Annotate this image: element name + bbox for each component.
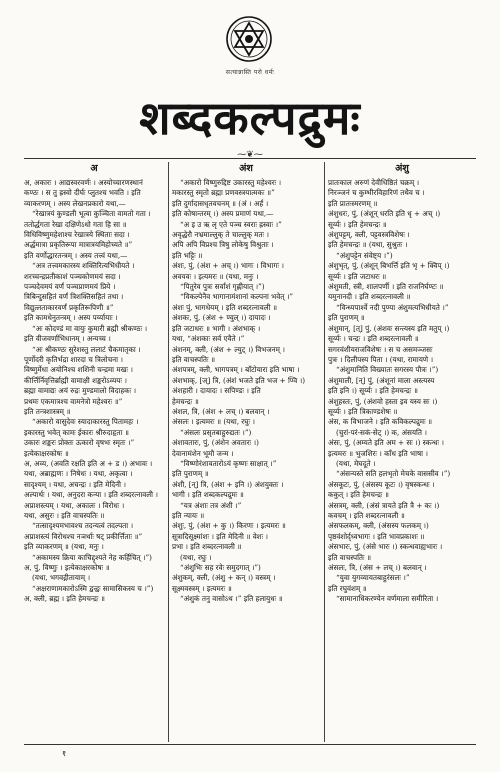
entry-line: अ, अकारः । आद्यस्वरवर्णः । अस्योच्चारणस्थानं <box>24 178 143 187</box>
entry-line: “अंशुकं तनु वासोऽथ ।” इति हलायुधः ॥ <box>180 594 283 604</box>
entry-line: अंशुभृत्, पुं, (अंशून् बिभर्त्ति इति भृ + क्विप् ।) <box>328 261 450 271</box>
entry-line: इति भट्टिः ॥ <box>172 250 203 260</box>
entry-line: अंसः, पुं, (अम्यते इति अम + सः ।) स्कन्धः । <box>328 438 444 448</box>
entry-line: “अकारो विष्णुरुद्दिष्ट उकारस्तु महेश्वरः । <box>180 178 282 187</box>
entry-line: अंसत्रम्, क्ली, (अंसं त्रायते इति त्रै + कः ।) <box>328 500 440 510</box>
entry-line: पूर्णोदरी कृतिर्भद्रा शारदा च त्रिलोचना । <box>24 354 124 364</box>
entry-line: ततोर्द्धगता रेखा दक्षिणेऽधो गता हि सा ॥ <box>24 219 127 229</box>
entry-line: (यथा, रघुः । <box>180 552 212 562</box>
entry-line: सूर्य्यः । इति हेमचन्द्रः ॥ <box>328 219 387 229</box>
entry-line: इति वर्णोद्धारतन्त्रम् । अस्य तत्त्वं यथा,— <box>24 250 128 260</box>
entry-line: अप्राशस्त्यं विरोधश्च नञर्थाः षट् प्रकीर्त्तिताः ॥” <box>24 531 143 541</box>
entry-line: अंसफलकम्, क्ली, (अंसस्य फलकम् ।) <box>328 521 429 531</box>
entry-line: कवचम् । इति शब्दरत्नावली ॥ <box>328 511 405 520</box>
entry-line: “रेखात्रयं कुण्डली भूत्वा कुञ्चिता वामतो गता । <box>32 209 151 219</box>
entry-line: इति प्रातःस्मरणम् ॥ <box>328 198 378 208</box>
entry-line: अंसलः, त्रि, (अंस + लच् ।) बलवान् । <box>328 563 427 573</box>
entry-line: शरच्चन्द्रप्रतीकाशं पञ्चकोणमयं सदा । <box>24 271 121 281</box>
entry-line: अंशावतारः, पुं, (अंशेन अवतारः ।) <box>172 438 259 448</box>
entry-line: अ, पुं, विष्णुः । इत्येकाक्षरकोषः ॥ <box>24 563 110 573</box>
hexagram-seal-icon <box>218 6 280 68</box>
page-title: शब्दकल्पद्रुमः <box>139 91 361 145</box>
bottom-rule <box>24 744 476 745</box>
entry-line: इति कामधेनुतन्त्रम् । अस्य पर्य्यायाः । <box>24 313 118 323</box>
entry-line: प्रथमः एकमात्रश्च वामनेत्रो महेश्वरः ॥” <box>24 396 123 406</box>
entry-line: अंशल, त्रि, (अंश + लच् ।) बलवान् । <box>172 406 270 416</box>
entry-line: अंशकः, पुं, (अंश + ण्वुल् ।) दायादः । <box>172 313 271 323</box>
entry-line: अंशुकम्, क्ली, (अंशु + कन् ।) वस्त्रम् । <box>172 573 276 583</box>
entry-line: सगरवंशीयराजविशेषः । स च असमञ्जसः <box>328 344 433 354</box>
entry-line: सूक्ष्मवस्त्रम् । इत्यमरः ॥ <box>172 583 232 593</box>
entry-line: अंशुहस्तः, पुं, (अंशवो हस्ता इव यस्य सः ।) <box>328 396 438 406</box>
entry-line: प्रभा । इति शब्दरत्नावली ॥ <box>172 542 242 552</box>
entry-line: यथा, “अंशकाः सर्व एवैते ।” <box>172 334 245 344</box>
entry-line: इति न्यायः ॥ <box>172 511 205 520</box>
entry-line: भागी । इति शब्दकल्पद्रुमः ॥ <box>172 490 244 500</box>
entry-line: अंशभाक्, [ज्] त्रि, (अंशं भजते इति भज + ण्वि ।) <box>172 375 306 385</box>
entry-line: “अ इ उ ऋ लृ एते पञ्च स्वराः ह्रस्वाः ।” <box>180 219 282 229</box>
entry-line: यथा, अब्राह्मणः । निषेधः । यथा, अकृत्वा । <box>24 469 133 479</box>
entry-line: इति वीजवर्णाभिधानम् । अन्यच्च । <box>24 334 111 344</box>
entry-line: प्रातःकाल अरुणं देवीधिष्ठितं चक्रम् । <box>328 178 420 187</box>
entry-line: सूर्य्यः । इति त्रिकाण्डशेषः ॥ <box>328 406 398 416</box>
entry-line: इति वाचस्पतिः ॥ <box>172 354 216 364</box>
entry-line: अंशुधरः, पुं, (अंशून् धरति इति धृ + अच् ।) <box>328 209 441 219</box>
entry-line: सूत्रादिसूक्ष्मांशः । इति मेदिनी ॥ वेशः । <box>172 531 269 541</box>
entry-line: इति पुराणम् ॥ <box>328 313 365 323</box>
entry-line: इति रघुवंशम् ॥ <box>328 583 367 593</box>
entry-line: इति पुराणम् ॥ <box>172 469 209 479</box>
entry-line: सूर्य्यः । इति जटाधरः ॥ <box>328 271 387 281</box>
entry-line: इति कोषान्तरम् ।) अस्य प्रमाणं यथा,— <box>172 209 274 219</box>
entry-line: अंशः पुं, भागधेयम् । इति शब्दरत्नावली ॥ <box>172 302 278 312</box>
entry-line: हेमचन्द्रः ॥ <box>172 396 199 406</box>
entry-line: अ, अव्य, (अवति रक्षति इति अ + ड ।) अभावः । <box>24 458 153 468</box>
entry-line: अवृद्धेरौ नभ्रमाल्लुक् ते चाल्लुक् मतः । <box>172 230 270 240</box>
entry-line: उकारः शङ्करः प्रोक्तः ऊकारो वृषभः स्मृतः ।” <box>24 438 135 448</box>
entry-line: त्रिबिन्दुसहितं वर्णं त्रिशक्तिसहितं तथा । <box>24 292 124 302</box>
page-number: १ <box>62 749 67 758</box>
entry-line: इति दुर्गादासधृतवचनम् ॥ (अं । अर्हं । <box>172 198 269 208</box>
entry-line: पुत्रः । दिलीपस्य पिता । (यथा, रामायणे । <box>328 354 434 364</box>
entry-line: अंसभारः, पुं, (अंसे भारः ।) स्कन्धवाह्यभारः । <box>328 542 443 552</box>
entry-line: “अः कोदण्डं मा वायुः कुमारी ब्रह्मी श्रीकण्ठः । <box>32 323 148 333</box>
entry-line: इति व्याकरणम् ॥ (यथा, मनुः । <box>24 542 104 552</box>
entry-line: अंशहारी । दायादः । सपिण्डः । इति <box>172 386 261 396</box>
entry-line: “विकल्पेनैव भागानामंशानां कल्पना भवेत् ।” <box>180 292 293 302</box>
entry-line: इत्यमरः ॥ भुजशिरः । काँध इति भाषा । <box>328 448 428 458</box>
entry-line: अंशुः, पुं, (अंश + कु ।) किरणः । इत्यमरः ॥ <box>172 521 286 531</box>
entry-line: अंसलः । इत्यमरः ॥ (यथा, रघुः । <box>172 417 255 427</box>
entry-line: अंशनम्, क्ली, (अंश + ल्युट् ।) विभजनम् । <box>172 344 285 354</box>
entry-line: “अंसन्यस्ते सति हलभृतो मेचके वाससीव ।”) <box>336 469 451 479</box>
entry-line: अंशी, [न्] त्रि, (अंश + इनि ।) अंशयुक्तः । <box>172 479 284 489</box>
entry-line: “अक्षराणामकारोऽस्मि द्वन्द्वः सामासिकस्य च ।”) <box>32 583 154 593</box>
entry-line: अ, क्ली, ब्रह्म । इति हेमचन्द्रः ॥ <box>24 594 105 604</box>
entry-line: “तत्सादृश्यमभावश्च तदन्यत्वं तदल्पता । <box>32 521 134 531</box>
entry-line: “विष्णोरंशावतारोऽयं कृष्णः साक्षात् ।” <box>180 458 277 468</box>
entry-line: “अंशुपट्टेन संवेष्ट्य ।”) <box>336 250 393 260</box>
entry-line: “अकारो वासुदेवः स्यादाकारस्तु पितामहः । <box>32 417 139 427</box>
entry-line: व्याकरणम् । अस्य लेखनप्रकारो यथा,— <box>24 198 126 208</box>
seal-caption: सत्यान्नास्ति परो धर्मः <box>225 69 275 76</box>
entry-line: (यथा, मेघदूते । <box>336 458 376 468</box>
entry-line: “युवा युगव्यायतबाहुरंसलः ।” <box>336 573 410 583</box>
entry-line: यमुनानदी । इति शब्दरत्नावली ॥ <box>328 292 411 302</box>
entry-line: “अत्र तत्त्वमकारस्य शक्तिरित्यभिधीयते । <box>32 261 135 271</box>
entry-line: अंशः, पुं, (अंश + अच् ।) भागः । विभागः । <box>172 261 284 271</box>
entry-line: इत्येकाक्षरकोषः ॥ <box>24 448 69 458</box>
entry-line: (चुरां-परं-सकं-सेट् ।) क, अंसयति । <box>336 427 428 437</box>
column-2 <box>172 162 320 742</box>
entry-line: ब्रह्मा वामाद्यः अयं रुद्रः मुण्डमालो विदाहकः । <box>24 386 137 396</box>
entry-line: इति वाचस्पतिः ॥ <box>328 552 372 562</box>
title-ornament: ⁓❦⁓ <box>237 150 263 160</box>
entry-line: अर्द्धमात्रा प्रकृतिरूपा मात्रात्रयमिहोच्यते ॥” <box>24 240 133 250</box>
column-2-heading: अंश <box>239 163 253 174</box>
column-1 <box>24 162 164 742</box>
entry-line: सूर्य्यः । चन्द्रः । इति शब्दरत्नावली ॥ <box>328 334 419 344</box>
entry-line: सादृश्यम् । यथा, अचन्द्रः । इति मेदिनी । <box>24 479 126 489</box>
column-1-body <box>24 178 164 605</box>
entry-line: इति इनि ।) सूर्य्यः । इति हेमचन्द्रः ॥ <box>328 386 418 396</box>
entry-line: ककुत् । इति हेमचन्द्रः ॥ <box>328 490 389 500</box>
entry-line: विधिविष्णुमहेशाश्च रेखात्रये स्थिताः सदा । <box>24 230 130 240</box>
entry-line: अंशुपट्टम्, क्ली, पट्टवस्त्रविशेषः । <box>328 230 410 240</box>
entry-line: “विन्ध्यपार्श्वे नदी पुण्या अंशुमत्यभिधीयते ।” <box>336 302 449 312</box>
entry-line: “अंसलः प्रसृतबाहुरुद्यतः ।”) <box>180 427 252 437</box>
entry-line: “अः श्रीकण्ठः सुरेशस्तु ललाटं चैकमातृका । <box>32 344 141 354</box>
seal-emblem-svg <box>218 6 280 68</box>
column-2-body <box>172 178 320 605</box>
entry-line: कीर्त्तिर्निवृत्तिर्ब्राह्मी वामाक्षी शङ्करोऽव्ययः । <box>24 375 127 385</box>
column-divider-right <box>324 162 325 742</box>
entry-line: “अंशुभिः सह रवेः समुदगात् ।”) <box>180 563 261 573</box>
entry-line: पञ्चदेवमयं वर्णं पञ्चप्राणमयं प्रिये । <box>24 282 116 292</box>
entry-line: देवानामंशेन भूमौ जन्म । <box>172 448 234 458</box>
entry-line: “सामानाधिकरण्येन वर्णमाला समीरिता । <box>336 594 439 604</box>
entry-line: अंशुमती, स्त्री, शालपर्णी । इति राजनिर्घण्टः ॥ <box>328 282 444 292</box>
column-3-body <box>328 178 476 605</box>
entry-line: इति जटाधरः ॥ भागी । अंशभाक् । <box>172 323 261 333</box>
entry-line: अंशुमाली, [न्] पुं, (अंशूनां माला अस्त्यस्य <box>328 375 435 385</box>
entry-line: “अकामस्य क्रिया काचिद्दृश्यते नेह कर्हिचित् ।”) <box>32 552 152 562</box>
entry-line: यथा, असुरः । इति वाचस्पतिः ॥ <box>24 511 105 520</box>
column-divider-left <box>168 162 169 742</box>
column-3-heading: अंशु <box>395 163 409 174</box>
top-rule <box>24 158 476 159</box>
entry-line: अंशपत्रम्, क्ली, भागपत्रम् । बाँटोयारा इति भाषा । <box>172 365 300 375</box>
column-1-heading: अ <box>90 163 98 174</box>
entry-line: विष्णुर्मेधा अयोनिश्च शशिनी चन्द्रमा मखः । <box>24 365 133 375</box>
entry-line: (यथा, भगवद्गीतायाम् । <box>32 573 91 583</box>
entry-line: “अंशुमानिति विख्यातः सगरस्य पौत्रः ।”) <box>336 365 439 375</box>
entry-line: अंस, क विभाजने । इति कविकल्पद्रुमः ॥ <box>328 417 433 427</box>
entry-line: अंसकूटः, पुं, (अंसस्य कूटः ।) वृषस्कन्धः । <box>328 479 435 489</box>
entry-line: अवयवः । इत्यमरः ॥ (यथा, मनुः । <box>172 271 259 281</box>
entry-line: कण्ठः । स तु ह्रस्वो दीर्घः प्लुतश्च भवति । इति <box>24 188 141 198</box>
entry-line: अप्राशस्त्यम् । यथा, अकालः । विरोधः । <box>24 500 125 510</box>
entry-line: विद्युत्लताकारवर्णं प्रकृतिरूपिणी ॥” <box>24 302 114 312</box>
entry-line: इति तन्त्रशास्त्रम् ॥ <box>24 406 71 416</box>
entry-line: इति हेमचन्द्रः ॥ (यथा, सुश्रुतः । <box>328 240 408 250</box>
entry-line: अंशुमान्, [त्] पुं, (अंशवः सन्त्यस्य इति मतुप् ।) <box>328 323 450 333</box>
column-3 <box>328 162 476 742</box>
entry-line: निरञ्जनं च कुम्भीरविहारिणं तथैव च । <box>328 188 425 198</box>
entry-line: “यत्र अंशाः तत्र अंशी ।” <box>180 500 242 510</box>
entry-line: अल्पार्थः । यथा, अनुदरा कन्या । इति शब्दरत्नावली । <box>24 490 159 500</box>
entry-line: इकारस्तु भवेत् कामः ईकारः श्रीरुदाहृता ॥ <box>24 427 129 437</box>
entry-line: “पितुरेव पुत्रः सर्वांशं गृह्णीयात् ।”) <box>180 282 265 292</box>
entry-line: अपि अपि विप्रश्च त्रिषु लोकेषु विश्रुताः । <box>172 240 274 250</box>
entry-line: पृष्ठवंशोर्द्ध्वभागः । इति भावप्रकाशः ॥ <box>328 531 425 541</box>
entry-line: मकारस्तु स्मृतो ब्रह्मा प्रणवस्त्रयात्मकः ॥” <box>172 188 275 198</box>
